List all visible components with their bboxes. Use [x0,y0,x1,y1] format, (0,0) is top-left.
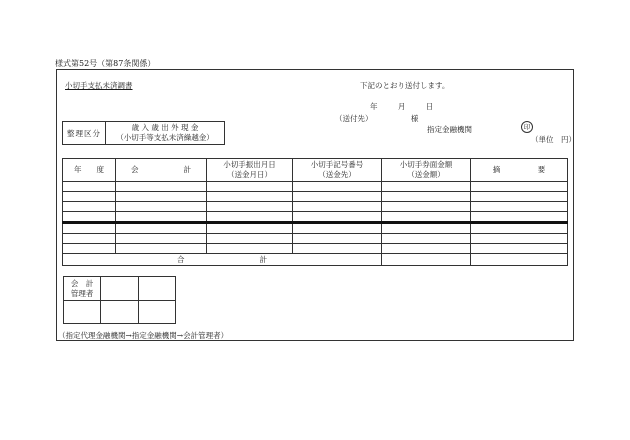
date-year: 年 [370,102,378,111]
table-header-row [63,159,568,182]
stamp-cell [64,301,101,324]
date-month: 月 [397,102,406,111]
header-face-amount: 小切手券面金額 （送金額） [382,159,471,182]
form-number: 様式第52号（第87条関係） [55,59,156,68]
stamp-cell [101,301,138,324]
accountant-label: 会 計 管理者 [64,277,101,301]
total-label: 合 計 [63,254,382,266]
classification-box [62,121,225,145]
table-row [63,182,568,192]
date-day: 日 [425,102,434,111]
classification-line1: 歳 入 歳 出 外 現 金 [131,123,199,132]
recipient-honorific: 様 [410,114,419,123]
seal-icon: 印 [521,121,533,133]
unpaid-checks-table [62,158,567,266]
classification-value [106,122,225,145]
header-check-number: 小切手記号番号 （送金先） [293,159,382,182]
table-row [63,192,568,202]
stamp-cell [138,277,175,301]
header-remarks: 摘 要 [471,159,568,182]
table-row [63,244,568,254]
recipient-label: （送付先） [335,114,373,123]
table-row [63,223,568,234]
stamp-cell [101,277,138,301]
total-remarks [471,254,568,266]
header-note: 下記のとおり送付します。 [360,81,450,90]
total-row [63,254,568,266]
header-fiscal-year: 年 度 [63,159,116,182]
classification-label: 整理区分 [63,122,106,145]
routing-note: （指定代理金融機関→指定金融機関→会計管理者） [58,331,229,340]
total-amount [382,254,471,266]
unit-label: （単位 円） [531,135,576,144]
approval-stamp-box [63,276,176,324]
table-row [63,202,568,212]
header-issue-date: 小切手振出月日 （送金月日） [207,159,293,182]
table-row [63,234,568,244]
recipient-row [335,113,418,124]
stamp-cell [138,301,175,324]
designated-bank-label: 指定金融機関 [427,125,472,134]
date-row [370,101,433,112]
header-account: 会 計 [116,159,207,182]
document-title: 小切手支払未済調書 [65,81,133,90]
table-row [63,212,568,223]
classification-line2: （小切手等支払未済繰越金） [116,133,214,142]
